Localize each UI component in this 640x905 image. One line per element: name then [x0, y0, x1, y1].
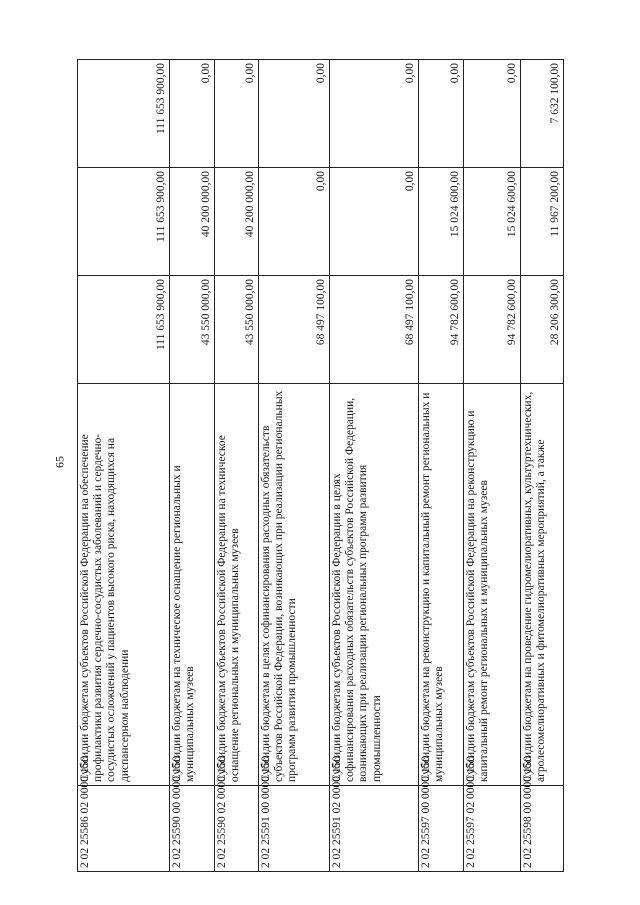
- amount-year1-cell: 43 550 000,00: [215, 276, 259, 384]
- amount-year3-cell: 0,00: [259, 60, 330, 168]
- amount-year1-cell: 68 497 100,00: [330, 276, 419, 384]
- budget-name-cell: Субсидии бюджетам в целях софинансирования расходных обязательств субъектов Российской Федерации, возникающих при реализации региональных программ развития промышленности: [259, 384, 330, 786]
- budget-name-cell: Субсидии бюджетам на техническое оснащение региональных и муниципальных музеев: [170, 384, 215, 786]
- amount-year1-cell: 68 497 100,00: [259, 276, 330, 384]
- budget-code-cell: 2 02 25597 00 0000 150: [419, 786, 464, 872]
- budget-table: [77, 59, 564, 872]
- budget-name-cell: Субсидии бюджетам субъектов Российской Федерации на обеспечение профилактики развития сердечно-сосудистых заболеваний и сердечно-сосудистых осложнений у пациентов высокого риска, находящихся на диспансерном наблюдении: [78, 384, 170, 786]
- amount-year2-cell: 0,00: [259, 168, 330, 276]
- amount-year2-cell: 111 653 900,00: [78, 168, 170, 276]
- budget-table-container: [77, 60, 563, 872]
- budget-name-cell: Субсидии бюджетам субъектов Российской Федерации на техническое оснащение региональных и муниципальных музеев: [215, 384, 259, 786]
- table-row: [330, 60, 419, 872]
- budget-name-cell: Субсидии бюджетам на проведение гидромелиоративных, культуртехнических, агролесомелиоративных и фитомелиоративных мероприятий, а также: [521, 384, 564, 786]
- table-row: [78, 60, 170, 872]
- budget-code-cell: 2 02 25590 00 0000 150: [170, 786, 215, 872]
- amount-year2-cell: 40 200 000,00: [215, 168, 259, 276]
- budget-code-cell: 2 02 25591 02 0000 150: [330, 786, 419, 872]
- amount-year2-cell: 15 024 600,00: [419, 168, 464, 276]
- page-number: 65: [52, 456, 67, 468]
- amount-year2-cell: 15 024 600,00: [464, 168, 521, 276]
- budget-name-cell: Субсидии бюджетам на реконструкцию и капитальный ремонт региональных и муниципальных музеев: [419, 384, 464, 786]
- budget-code-cell: 2 02 25591 00 0000 150: [259, 786, 330, 872]
- table-row: [419, 60, 464, 872]
- budget-name-cell: Субсидии бюджетам субъектов Российской Федерации в целях софинансирования расходных обязательств субъектов Российской Федерации, возникающих при реализации региональных программ развития промышленности: [330, 384, 419, 786]
- budget-code-cell: 2 02 25598 00 0000 150: [521, 786, 564, 872]
- amount-year1-cell: 94 782 600,00: [464, 276, 521, 384]
- amount-year2-cell: 40 200 000,00: [170, 168, 215, 276]
- budget-code-cell: 2 02 25597 02 0000 150: [464, 786, 521, 872]
- amount-year2-cell: 11 967 200,00: [521, 168, 564, 276]
- amount-year3-cell: 0,00: [215, 60, 259, 168]
- table-row: [464, 60, 521, 872]
- amount-year3-cell: 0,00: [419, 60, 464, 168]
- table-row: [215, 60, 259, 872]
- amount-year3-cell: 111 653 900,00: [78, 60, 170, 168]
- amount-year2-cell: 0,00: [330, 168, 419, 276]
- amount-year1-cell: 111 653 900,00: [78, 276, 170, 384]
- amount-year1-cell: 28 206 300,00: [521, 276, 564, 384]
- amount-year3-cell: 0,00: [330, 60, 419, 168]
- table-row: [521, 60, 564, 872]
- amount-year3-cell: 7 632 100,00: [521, 60, 564, 168]
- amount-year1-cell: 94 782 600,00: [419, 276, 464, 384]
- budget-name-cell: Субсидии бюджетам субъектов Российской Федерации на реконструкцию и капитальный ремонт региональных и муниципальных музеев: [464, 384, 521, 786]
- amount-year3-cell: 0,00: [464, 60, 521, 168]
- table-row: [170, 60, 215, 872]
- amount-year3-cell: 0,00: [170, 60, 215, 168]
- amount-year1-cell: 43 550 000,00: [170, 276, 215, 384]
- budget-code-cell: 2 02 25586 02 0000 150: [78, 786, 170, 872]
- table-row: [259, 60, 330, 872]
- budget-code-cell: 2 02 25590 02 0000 150: [215, 786, 259, 872]
